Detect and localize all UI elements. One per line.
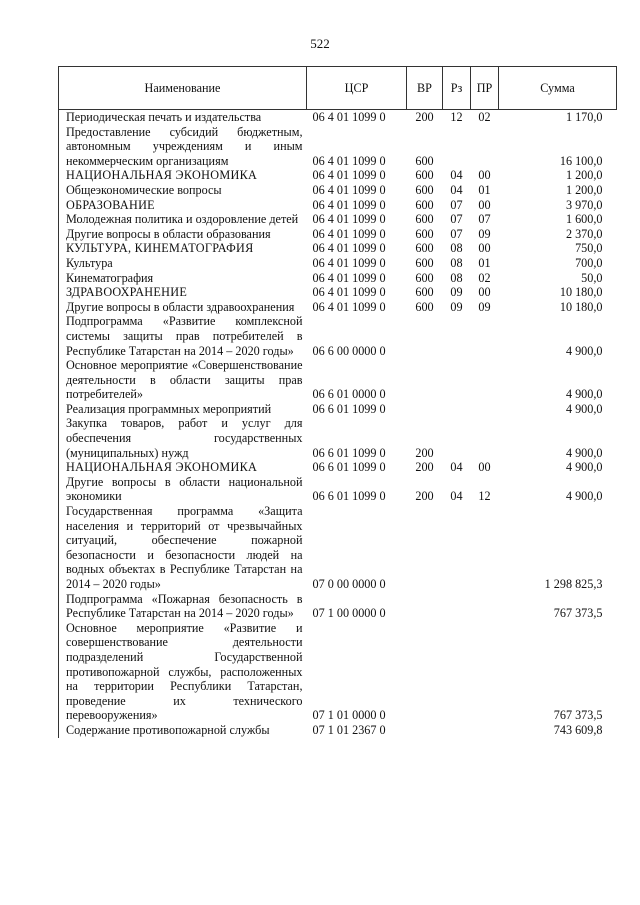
- row-vr: 200: [415, 489, 434, 504]
- row-rz: [443, 314, 471, 358]
- row-vr: [407, 592, 443, 621]
- header-pr: ПР: [471, 67, 499, 110]
- row-sum: 50,0: [581, 270, 603, 285]
- row-name: Предоставление субсидий бюджетным, автономным учреждениям и иным некоммерческим организациям: [66, 124, 303, 168]
- header-csr: ЦСР: [307, 67, 407, 110]
- row-pr: [471, 621, 499, 723]
- row-name: Периодическая печать и издательства: [66, 110, 262, 124]
- row-rz: 04: [450, 489, 463, 504]
- table-row: [59, 125, 617, 169]
- row-pr: 02: [478, 270, 491, 285]
- row-sum: 1 200,0: [565, 182, 603, 197]
- row-pr: 09: [478, 226, 491, 241]
- row-vr: [407, 358, 443, 402]
- row-vr: [407, 621, 443, 723]
- row-rz: [443, 592, 471, 621]
- row-sum: 743 609,8: [553, 722, 603, 737]
- row-csr: 06 4 01 1099 0: [312, 299, 386, 314]
- row-name: НАЦИОНАЛЬНАЯ ЭКОНОМИКА: [66, 168, 258, 183]
- row-csr: 06 4 01 1099 0: [312, 270, 386, 285]
- row-rz: 08: [450, 241, 463, 256]
- table-row: [59, 212, 617, 227]
- row-csr: 06 6 01 1099 0: [312, 445, 386, 460]
- row-rz: 12: [450, 110, 463, 124]
- row-vr: 600: [415, 255, 434, 270]
- row-pr: 00: [478, 168, 491, 183]
- table-row: [59, 256, 617, 271]
- row-name: КУЛЬТУРА, КИНЕМАТОГРАФИЯ: [66, 241, 254, 256]
- row-vr: 600: [415, 241, 434, 256]
- row-sum: 10 180,0: [559, 299, 603, 314]
- table-row: [59, 592, 617, 621]
- table-row: [59, 285, 617, 300]
- row-pr: [471, 314, 499, 358]
- row-name: Молодежная политика и оздоровление детей: [66, 212, 299, 227]
- row-vr: 600: [415, 226, 434, 241]
- row-pr: [471, 416, 499, 460]
- table-row: [59, 110, 617, 125]
- row-sum: 4 900,0: [565, 489, 603, 504]
- table-row: [59, 358, 617, 402]
- table-row: [59, 402, 617, 417]
- row-pr: [471, 402, 499, 417]
- table-row: [59, 168, 617, 183]
- table-row: [59, 723, 617, 738]
- row-csr: 07 1 01 0000 0: [312, 708, 386, 723]
- row-pr: [471, 723, 499, 738]
- row-pr: 00: [478, 197, 491, 212]
- row-vr: 600: [415, 153, 434, 168]
- row-name: Реализация программных мероприятий: [66, 401, 272, 416]
- row-csr: 06 6 00 0000 0: [312, 343, 386, 358]
- row-sum: 10 180,0: [559, 285, 603, 300]
- budget-table: [58, 66, 617, 738]
- row-name: Подпрограмма «Пожарная безопасность в Республике Татарстан на 2014 – 2020 годы»: [66, 591, 303, 621]
- row-sum: 1 200,0: [565, 168, 603, 183]
- row-csr: 06 6 01 1099 0: [312, 489, 386, 504]
- table-row: [59, 475, 617, 504]
- row-csr: 07 0 00 0000 0: [312, 577, 386, 591]
- row-name: Закупка товаров, работ и услуг для обеспечения государственных (муниципальных) нужд: [66, 416, 303, 460]
- row-csr: 06 4 01 1099 0: [312, 197, 386, 212]
- row-sum: 767 373,5: [553, 606, 603, 621]
- row-sum: 4 900,0: [565, 460, 603, 475]
- table-row: [59, 416, 617, 460]
- row-name: Другие вопросы в области образования: [66, 226, 271, 241]
- row-rz: [443, 402, 471, 417]
- row-csr: 06 4 01 1099 0: [312, 255, 386, 270]
- row-vr: 600: [415, 270, 434, 285]
- row-pr: 12: [478, 489, 491, 504]
- row-vr: 200: [415, 460, 434, 475]
- row-rz: [443, 416, 471, 460]
- row-name: Основное мероприятие «Развитие и совершенствование деятельности подразделений Государственной противопожарной службы, расположенных на территории Республики Татарстан, проведение их технического перевооружения»: [66, 620, 303, 723]
- row-pr: 00: [478, 460, 491, 475]
- row-rz: 09: [450, 299, 463, 314]
- row-csr: 06 4 01 1099 0: [312, 285, 386, 300]
- row-rz: [443, 358, 471, 402]
- row-sum: 3 970,0: [565, 197, 603, 212]
- row-sum: 700,0: [575, 255, 603, 270]
- page-number: 522: [310, 36, 330, 51]
- row-name: Общеэкономические вопросы: [66, 182, 222, 197]
- row-sum: 16 100,0: [559, 153, 603, 168]
- row-pr: [471, 504, 499, 592]
- row-sum: 1 298 825,3: [544, 577, 603, 591]
- row-csr: 06 4 01 1099 0: [312, 226, 386, 241]
- row-name: Другие вопросы в области национальной экономики: [66, 474, 303, 504]
- row-rz: 08: [450, 255, 463, 270]
- row-sum: 2 370,0: [565, 226, 603, 241]
- row-csr: 06 4 01 1099 0: [312, 241, 386, 256]
- row-csr: 06 4 01 1099 0: [312, 168, 386, 183]
- row-rz: [443, 621, 471, 723]
- header-sum: Сумма: [499, 67, 617, 110]
- row-csr: 06 4 01 1099 0: [312, 182, 386, 197]
- row-name: Другие вопросы в области здравоохранения: [66, 299, 295, 314]
- row-sum: 4 900,0: [565, 343, 603, 358]
- row-rz: 08: [450, 270, 463, 285]
- row-vr: [407, 723, 443, 738]
- row-name: Подпрограмма «Развитие комплексной системы защиты прав потребителей в Республике Татарстан на 2014 – 2020 годы»: [66, 314, 303, 358]
- row-pr: 00: [478, 285, 491, 300]
- row-vr: [407, 504, 443, 592]
- row-rz: [443, 125, 471, 169]
- row-sum: 4 900,0: [565, 401, 603, 416]
- table-row: [59, 621, 617, 723]
- row-vr: 600: [415, 299, 434, 314]
- row-csr: 06 4 01 1099 0: [312, 212, 386, 227]
- row-name: Основное мероприятие «Совершенствование деятельности в области защиты прав потребителей»: [66, 358, 303, 402]
- row-vr: 600: [415, 197, 434, 212]
- row-rz: 04: [450, 182, 463, 197]
- row-vr: 600: [415, 182, 434, 197]
- row-name: ЗДРАВООХРАНЕНИЕ: [66, 285, 188, 300]
- row-sum: 1 600,0: [565, 212, 603, 227]
- header-rz: Рз: [443, 67, 471, 110]
- row-vr: [407, 402, 443, 417]
- row-name: Кинематография: [66, 270, 154, 285]
- row-vr: [407, 314, 443, 358]
- table-header-row: [59, 67, 617, 110]
- row-rz: 07: [450, 212, 463, 227]
- table-row: [59, 183, 617, 198]
- row-sum: 767 373,5: [553, 708, 603, 723]
- row-rz: [443, 504, 471, 592]
- row-pr: 01: [478, 182, 491, 197]
- row-name: Культура: [66, 255, 113, 270]
- table-row: [59, 314, 617, 358]
- row-pr: [471, 125, 499, 169]
- table-row: [59, 271, 617, 286]
- table-row: [59, 241, 617, 256]
- table-row: [59, 504, 617, 592]
- row-pr: 00: [478, 241, 491, 256]
- row-sum: 4 900,0: [565, 387, 603, 402]
- row-csr: 07 1 01 2367 0: [312, 722, 386, 737]
- row-vr: 600: [415, 168, 434, 183]
- table-row: [59, 227, 617, 242]
- row-csr: 06 6 01 0000 0: [312, 387, 386, 402]
- row-pr: 01: [478, 255, 491, 270]
- header-name: Наименование: [59, 67, 307, 110]
- table-row: [59, 460, 617, 475]
- row-name: Содержание противопожарной службы: [66, 722, 270, 737]
- row-csr: 06 6 01 1099 0: [312, 460, 386, 475]
- row-vr: 600: [415, 212, 434, 227]
- row-csr: 07 1 00 0000 0: [312, 606, 386, 621]
- row-rz: 04: [450, 460, 463, 475]
- row-csr: 06 4 01 1099 0: [312, 153, 386, 168]
- row-pr: [471, 592, 499, 621]
- row-pr: [471, 358, 499, 402]
- row-vr: 600: [415, 285, 434, 300]
- row-rz: 04: [450, 168, 463, 183]
- table-row: [59, 300, 617, 315]
- row-name: Государственная программа «Защита населения и территорий от чрезвычайных ситуаций, обеспечение пожарной безопасности и безопасности людей на водных объектах в Республике Татарстан на 2014 – 2020 годы»: [66, 504, 303, 591]
- row-vr: 200: [415, 110, 434, 124]
- header-vr: ВР: [407, 67, 443, 110]
- row-sum: 750,0: [575, 241, 603, 256]
- row-vr: 200: [415, 445, 434, 460]
- row-pr: 09: [478, 299, 491, 314]
- row-name: НАЦИОНАЛЬНАЯ ЭКОНОМИКА: [66, 460, 258, 475]
- row-name: ОБРАЗОВАНИЕ: [66, 197, 155, 212]
- row-pr: 07: [478, 212, 491, 227]
- row-rz: [443, 723, 471, 738]
- row-pr: 02: [478, 110, 491, 124]
- row-sum: 1 170,0: [565, 110, 603, 124]
- table-row: [59, 198, 617, 213]
- row-csr: 06 6 01 1099 0: [312, 401, 386, 416]
- row-rz: 07: [450, 197, 463, 212]
- row-csr: 06 4 01 1099 0: [312, 110, 386, 124]
- row-rz: 09: [450, 285, 463, 300]
- row-sum: 4 900,0: [565, 445, 603, 460]
- row-rz: 07: [450, 226, 463, 241]
